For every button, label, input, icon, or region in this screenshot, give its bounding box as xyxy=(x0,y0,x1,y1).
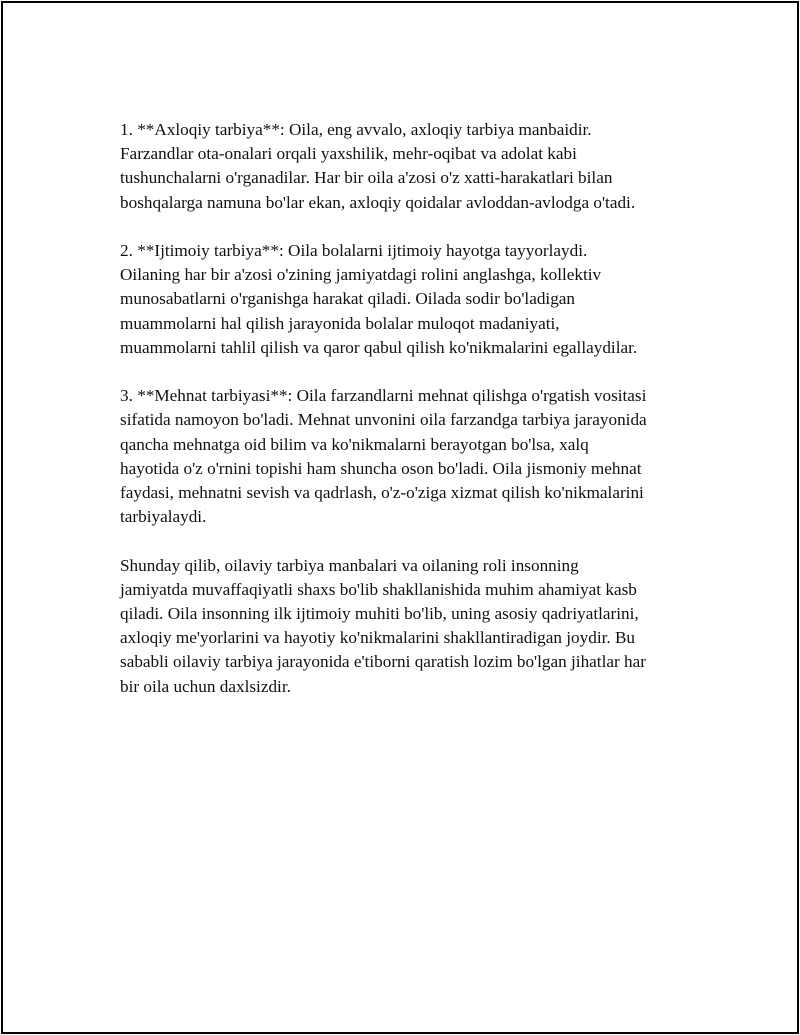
document-page xyxy=(1,1,799,1034)
text-line: 3. **Mehnat tarbiyasi**: Oila farzandlarni mehnat qilishga o'rgatish vositasi xyxy=(120,386,647,406)
text-line: faydasi, mehnatni sevish va qadrlash, o'z-o'ziga xizmat qilish ko'nikmalarini xyxy=(120,483,644,503)
text-line: sifatida namoyon bo'ladi. Mehnat unvonini oila farzandga tarbiya jarayonida xyxy=(120,410,647,430)
text-line: tarbiyalaydi. xyxy=(120,507,207,527)
text-line: Oilaning har bir a'zosi o'zining jamiyatdagi rolini anglashga, kollektiv xyxy=(120,265,602,285)
document-body xyxy=(120,118,705,723)
text-line: Farzandlar ota-onalari orqali yaxshilik, mehr-oqibat va adolat kabi xyxy=(120,144,577,164)
text-line: tushunchalarni o'rganadilar. Har bir oila a'zosi o'z xatti-harakatlari bilan xyxy=(120,168,613,188)
text-line: munosabatlarni o'rganishga harakat qiladi. Oilada sodir bo'ladigan xyxy=(120,289,576,309)
text-line: Shunday qilib, oilaviy tarbiya manbalari va oilaning roli insonning xyxy=(120,555,579,575)
text-line: bir oila uchun daxlsizdir. xyxy=(120,676,291,696)
text-line: qiladi. Oila insonning ilk ijtimoiy muhiti bo'lib, uning asosiy qadriyatlarini, xyxy=(120,604,639,624)
paragraph-labor-education xyxy=(120,384,705,529)
text-line: jamiyatda muvaffaqiyatli shaxs bo'lib shakllanishida muhim ahamiyat kasb xyxy=(120,579,637,599)
text-line: hayotida o'z o'rnini topishi ham shuncha oson bo'ladi. Oila jismoniy mehnat xyxy=(120,458,642,478)
text-line: axloqiy me'yorlarini va hayotiy ko'nikmalarini shakllantiradigan joydir. Bu xyxy=(120,628,636,648)
paragraph-social-education xyxy=(120,239,705,360)
text-line: muammolarni hal qilish jarayonida bolalar muloqot madaniyati, xyxy=(120,313,560,333)
text-line: 2. **Ijtimoiy tarbiya**: Oila bolalarni ijtimoiy hayotga tayyorlaydi. xyxy=(120,241,588,260)
text-line: muammolarni tahlil qilish va qaror qabul qilish ko'nikmalarini egallaydilar. xyxy=(120,337,638,357)
text-line: 1. **Axloqiy tarbiya**: Oila, eng avvalo, axloqiy tarbiya manbaidir. xyxy=(120,120,592,139)
text-line: sababli oilaviy tarbiya jarayonida e'tiborni qaratish lozim bo'lgan jihatlar har xyxy=(120,652,646,672)
paragraph-conclusion xyxy=(120,554,705,699)
text-line: boshqalarga namuna bo'lar ekan, axloqiy qoidalar avloddan-avlodga o'tadi. xyxy=(120,192,636,212)
paragraph-moral-education xyxy=(120,118,705,215)
text-line: qancha mehnatga oid bilim va ko'nikmalarni berayotgan bo'lsa, xalq xyxy=(120,434,589,454)
